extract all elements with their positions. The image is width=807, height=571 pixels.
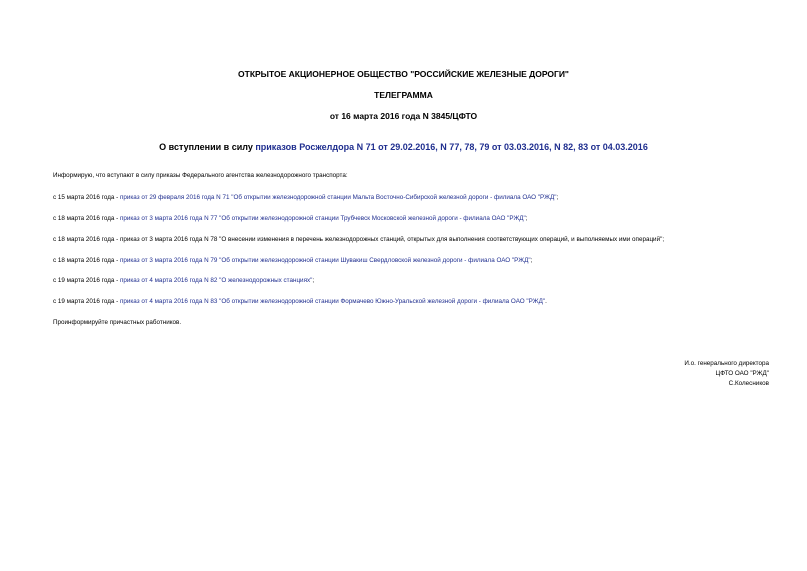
order-item (53, 236, 664, 244)
subject-line (0, 142, 807, 152)
order-item-text: с 18 марта 2016 года - приказ от 3 марта 2016 года N 78 "О внесении изменения в перечень железнодорожных станций, открытых для выполнения соответствующих операций, и выполняемых ими операций"; (53, 236, 665, 243)
order-link[interactable]: приказ от 3 марта 2016 года N 77 "Об открытии железнодорожной станции Трубчевск Московской железной дороги - филиала ОАО "РЖД" (119, 215, 526, 222)
document-date-number: от 16 марта 2016 года N 3845/ЦФТО (329, 111, 478, 121)
signature-position: И.о. генерального директора (684, 360, 769, 367)
order-item-suffix: ; (525, 215, 528, 222)
order-item (53, 215, 528, 223)
order-item-suffix: . (545, 298, 547, 305)
order-item-suffix: ; (530, 257, 533, 264)
organization-title: ОТКРЫТОЕ АКЦИОНЕРНОЕ ОБЩЕСТВО "РОССИЙСКИЕ ЖЕЛЕЗНЫЕ ДОРОГИ" (238, 69, 569, 79)
order-link[interactable]: приказ от 29 февраля 2016 года N 71 "Об открытии железнодорожной станции Мальта Восточно-Сибирской железной дороги - филиала ОАО "РЖД" (119, 194, 557, 201)
order-item-suffix: ; (312, 277, 315, 284)
order-item-suffix: ; (556, 194, 559, 201)
order-item (53, 277, 314, 285)
order-item-date: с 15 марта 2016 года - (53, 194, 120, 201)
order-item-date: с 18 марта 2016 года - (53, 215, 120, 222)
order-item (53, 194, 558, 202)
closing-text: Проинформируйте причастных работников. (53, 319, 182, 326)
signature-name: С.Колесников (728, 380, 769, 387)
order-item-date: с 19 марта 2016 года - (53, 298, 120, 305)
order-link[interactable]: приказ от 4 марта 2016 года N 82 "О железнодорожных станциях" (119, 277, 313, 284)
order-item (53, 257, 532, 265)
order-item-date: с 18 марта 2016 года - (53, 257, 120, 264)
subject-link[interactable]: приказов Росжелдора N 71 от 29.02.2016, N 77, 78, 79 от 03.03.2016, N 82, 83 от 04.03.2016 (255, 142, 648, 152)
order-link[interactable]: приказ от 4 марта 2016 года N 83 "Об открытии железнодорожной станции Формачево Южно-Уральской железной дороги - филиала ОАО "РЖД" (119, 298, 546, 305)
subject-prefix: О вступлении в силу (159, 142, 256, 152)
order-item-date: с 19 марта 2016 года - (53, 277, 120, 284)
signature-department: ЦФТО ОАО "РЖД" (715, 370, 769, 377)
order-link[interactable]: приказ от 3 марта 2016 года N 79 "Об открытии железнодорожной станции Шувакиш Свердловской железной дороги - филиала ОАО "РЖД" (119, 257, 531, 264)
document-type: ТЕЛЕГРАММА (374, 90, 433, 100)
order-item (53, 298, 547, 306)
intro-text: Информирую, что вступают в силу приказы Федерального агентства железнодорожного транспорта: (53, 172, 348, 179)
